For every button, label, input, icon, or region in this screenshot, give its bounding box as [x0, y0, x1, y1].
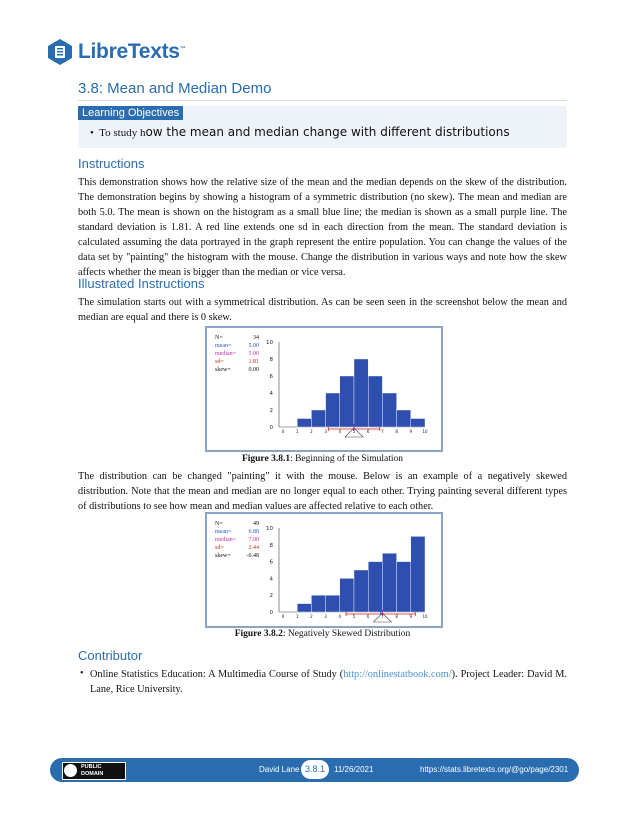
- y-tick-label: 4: [269, 391, 273, 397]
- libretexts-logo-icon: [46, 38, 74, 66]
- stat-sd: sd= 1.81: [215, 359, 259, 365]
- x-tick-label: 9: [409, 429, 413, 434]
- logo-wordmark: LibreTexts™: [78, 40, 186, 63]
- x-tick-label: 10: [422, 429, 428, 434]
- y-tick-label: 6: [269, 559, 273, 566]
- histogram-bar: [411, 419, 425, 428]
- x-tick-label: 1: [295, 614, 299, 619]
- instructions-text: This demonstration shows how the relative size of the mean and the median depends on the skew of the distribution. The demonstration begins by showing a histogram of a symmetric distribution (no skew). The mean and median are both 5.0. The mean is shown on the histogram as a small blue line; the median is shown as a small purple line. The standard deviation is 1.81. A red line extends one sd in each direction from the mean. The standard deviation is calculated assuming the data portrayed in the graph represent the entire population. You can change the values of the data set by "painting" the histogram with the mouse. Change the distribution in various ways and note how the skew affects whether the mean is bigger than the median or vice versa.: [78, 177, 567, 278]
- stat-mean: mean= 5.00: [215, 343, 259, 349]
- figure-1-screenshot: [205, 326, 443, 452]
- stat-n: N= 34: [215, 335, 259, 341]
- x-tick-label: 0: [281, 429, 285, 434]
- instructions-heading: Instructions: [78, 156, 145, 171]
- histogram-bar: [326, 595, 340, 612]
- stat-median: median= 5.00: [215, 351, 259, 357]
- y-tick-label: 2: [269, 593, 273, 600]
- y-tick-label: 0: [269, 610, 273, 616]
- title-divider: [78, 100, 567, 101]
- contributor-bullet: •: [80, 668, 84, 679]
- x-tick-label: 8: [395, 614, 398, 619]
- stat-sd: sd= 2.44: [215, 545, 259, 551]
- y-tick-label: 4: [269, 576, 273, 583]
- x-tick-label: 6: [366, 429, 370, 434]
- y-tick-label: 6: [269, 374, 273, 380]
- x-tick-label: 0: [281, 614, 285, 619]
- footer-url[interactable]: https://stats.libretexts.org/@go/page/2301: [420, 765, 569, 774]
- x-tick-label: 3: [324, 614, 327, 619]
- histogram-bar: [340, 578, 354, 612]
- y-tick-label: 10: [266, 340, 273, 346]
- x-tick-label: 10: [422, 614, 428, 619]
- figure-1-histogram[interactable]: [207, 328, 441, 450]
- illustrated-instructions-heading: Illustrated Instructions: [78, 276, 205, 291]
- histogram-bar: [311, 595, 325, 612]
- histogram-bar: [368, 562, 382, 612]
- stat-skew: skew= -0.48: [215, 553, 259, 559]
- histogram-bar: [297, 604, 311, 612]
- footer-page-number: 3.8.1: [301, 760, 329, 779]
- public-domain-icon: [64, 764, 77, 777]
- public-domain-badge[interactable]: PUBLIC DOMAIN: [62, 762, 126, 780]
- stat-skew: skew= 0.00: [215, 367, 259, 373]
- x-tick-label: 5: [352, 614, 356, 619]
- learning-objectives-heading: Learning Objectives: [78, 106, 183, 120]
- histogram-bar: [297, 419, 311, 428]
- y-tick-label: 2: [269, 408, 273, 414]
- x-tick-label: 7: [381, 614, 384, 619]
- x-tick-label: 8: [395, 429, 398, 434]
- y-tick-label: 10: [266, 526, 273, 532]
- histogram-bar: [382, 553, 396, 612]
- footer-author: David Lane: [259, 765, 300, 774]
- illustrated-text-1: The simulation starts out with a symmetrical distribution. As can be seen seen in the screenshot below the mean and median are equal and there is 0 skew.: [78, 297, 567, 323]
- histogram-bar: [340, 376, 354, 427]
- x-tick-label: 4: [338, 614, 342, 619]
- illustrated-text-2: The distribution can be changed "painting" it with the mouse. Below is an example of a negatively skewed distribution. Note that the mean and median are no longer equal to each other. Trying painting several different types of distributions to see how mean and median values are affected relative to each other.: [78, 471, 567, 512]
- histogram-bar: [397, 410, 411, 427]
- page-title: 3.8: Mean and Median Demo: [78, 80, 272, 97]
- libretexts-logo[interactable]: [46, 38, 206, 68]
- histogram-bar: [382, 393, 396, 427]
- x-tick-label: 1: [295, 429, 299, 434]
- onlinestatbook-link[interactable]: http://onlinestatbook.com/: [343, 669, 452, 680]
- x-tick-label: 7: [381, 429, 384, 434]
- x-tick-label: 5: [352, 429, 356, 434]
- stat-mean: mean= 6.88: [215, 529, 259, 535]
- histogram-bar: [397, 562, 411, 612]
- stat-n: N= 49: [215, 521, 259, 527]
- figure-1-caption: Figure 3.8.1: Beginning of the Simulation: [241, 454, 404, 464]
- x-tick-label: 2: [310, 614, 313, 619]
- contributor-heading: Contributor: [78, 648, 143, 663]
- x-tick-label: 9: [409, 614, 413, 619]
- x-tick-label: 2: [310, 429, 313, 434]
- contributor-text: Online Statistics Education: A Multimedia Course of Study (http://onlinestatbook.com/). Project Leader: David M. Lane, Rice University.: [90, 669, 567, 695]
- histogram-bar: [368, 376, 382, 427]
- histogram-bar: [326, 393, 340, 427]
- footer-date: 11/26/2021: [334, 765, 374, 774]
- x-tick-label: 4: [338, 429, 342, 434]
- histogram-bar: [411, 536, 425, 612]
- y-tick-label: 8: [269, 357, 273, 363]
- x-tick-label: 6: [366, 614, 370, 619]
- figure-2-histogram[interactable]: [207, 514, 441, 626]
- histogram-bar: [311, 410, 325, 427]
- stat-median: median= 7.00: [215, 537, 259, 543]
- x-tick-label: 3: [324, 429, 327, 434]
- figure-2-caption: Figure 3.8.2: Negatively Skewed Distribution: [234, 629, 411, 639]
- learning-objective-item: • To study how the mean and median change with different distributions: [90, 125, 510, 139]
- y-tick-label: 8: [269, 542, 273, 549]
- figure-2-screenshot: [205, 512, 443, 628]
- y-tick-label: 0: [269, 425, 273, 431]
- histogram-bar: [354, 359, 368, 427]
- histogram-bar: [354, 570, 368, 612]
